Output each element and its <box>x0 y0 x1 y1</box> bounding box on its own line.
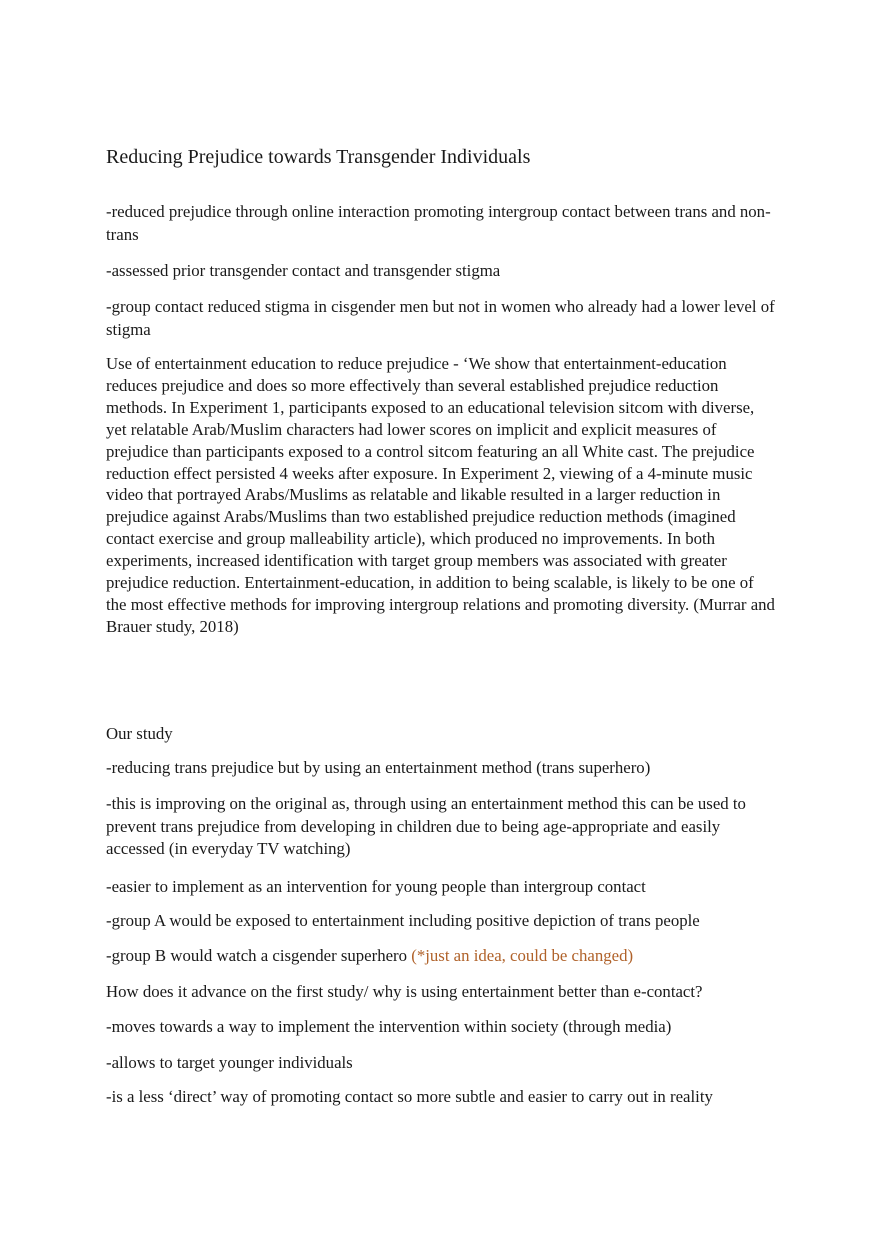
bullet-less-direct: -is a less ‘direct’ way of promoting contact so more subtle and easier to carry out in reality <box>106 1087 713 1106</box>
bullet-group-b <box>106 945 776 968</box>
bullet-younger-individuals: -allows to target younger individuals <box>106 1053 353 1072</box>
bullet-assessed-contact: -assessed prior transgender contact and transgender stigma <box>106 261 501 280</box>
our-study-heading: Our study <box>106 724 173 743</box>
bullet-trans-superhero: -reducing trans prejudice but by using an entertainment method (trans superhero) <box>106 758 651 777</box>
bullet-online-interaction: -reduced prejudice through online interaction promoting intergroup contact between trans and non-trans <box>106 202 771 244</box>
document-title: Reducing Prejudice towards Transgender Individuals <box>106 146 531 168</box>
group-b-note: (*just an idea, could be changed) <box>411 946 634 965</box>
bullet-improving-original: -this is improving on the original as, through using an entertainment method this can be used to prevent trans prejudice from developing in children due to being age-appropriate and easily accessed (in everyday TV watching) <box>106 794 746 858</box>
bullet-stigma-reduction: -group contact reduced stigma in cisgender men but not in women who already had a lower level of stigma <box>106 297 775 339</box>
advance-question: How does it advance on the first study/ why is using entertainment better than e-contact? <box>106 982 703 1001</box>
entertainment-education-paragraph: Use of entertainment education to reduce prejudice - ‘We show that entertainment-education reduces prejudice and does so more effectively than several established prejudice reduction methods. In Experiment 1, participants exposed to an educational television sitcom with diverse, yet relatable Arab/Muslim characters had lower scores on implicit and explicit measures of prejudice than participants exposed to a control sitcom featuring an all White cast. The prejudice reduction effect persisted 4 weeks after exposure. In Experiment 2, viewing of a 4-minute music video that portrayed Arabs/Muslims as relatable and likable resulted in a larger reduction in prejudice against Arabs/Muslims than two established prejudice reduction methods (imagined contact exercise and group malleability article), which produced no improvements. In both experiments, increased identification with target group members was associated with greater prejudice reduction. Entertainment-education, in addition to being scalable, is likely to be one of the most effective methods for improving intergroup relations and promoting diversity. (Murrar and Brauer study, 2018) <box>106 354 775 636</box>
bullet-within-society: -moves towards a way to implement the intervention within society (through media) <box>106 1017 672 1036</box>
bullet-group-a: -group A would be exposed to entertainment including positive depiction of trans people <box>106 911 700 930</box>
group-b-text: -group B would watch a cisgender superhero <box>106 946 408 965</box>
bullet-easier-implement: -easier to implement as an intervention for young people than intergroup contact <box>106 877 646 896</box>
